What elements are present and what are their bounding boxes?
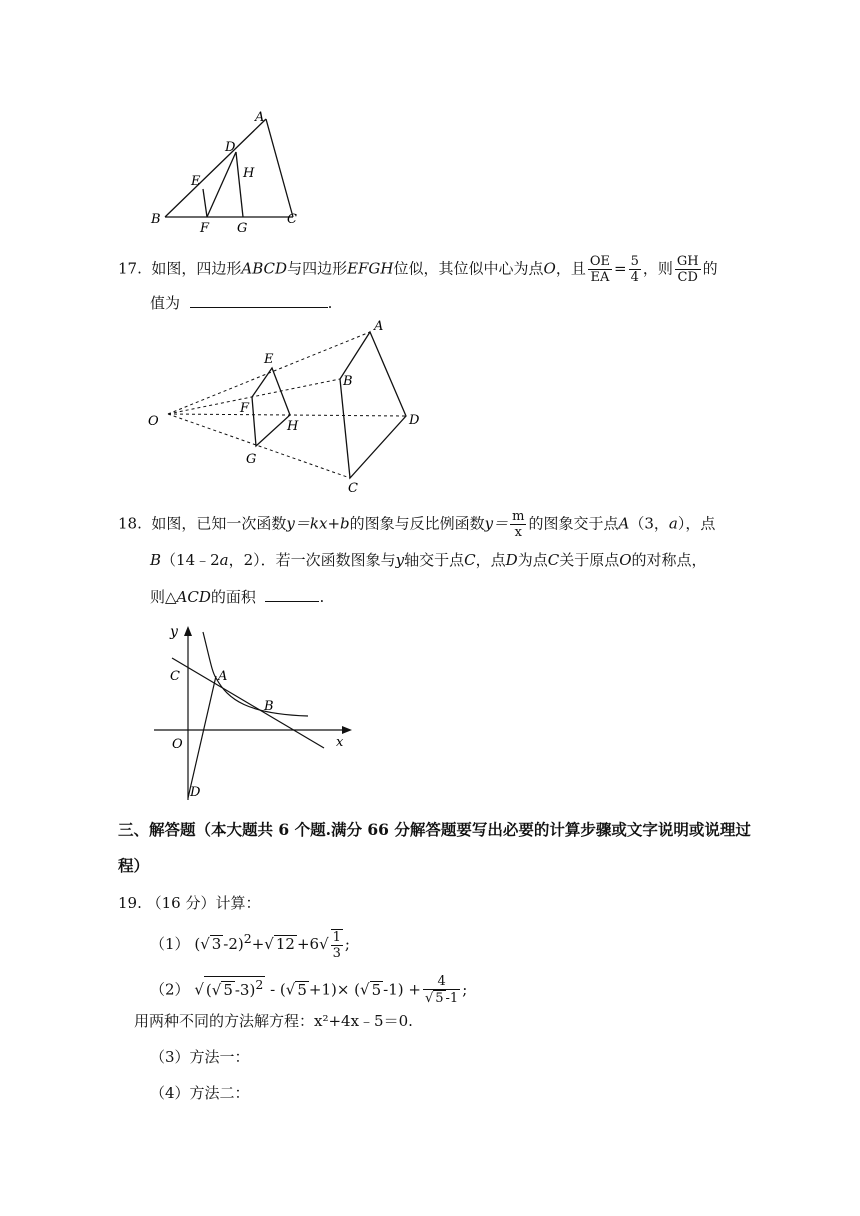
question-18-line-2 — [150, 549, 707, 571]
label-o: O — [172, 737, 183, 752]
q17-text: 值为 — [150, 294, 181, 312]
q18-text: 如图，已知一次函数 — [151, 514, 287, 533]
q18-var: D — [505, 551, 518, 569]
q18-text: ），点 — [677, 514, 716, 533]
q19-head: （16 分）计算： — [146, 894, 261, 912]
q18-var: O — [619, 551, 632, 569]
math-token: -1) + — [383, 980, 421, 999]
radicand: 12 — [275, 935, 295, 953]
q17-var: O — [543, 259, 556, 278]
q17-equals: = — [614, 259, 627, 278]
math-token: ( — [194, 935, 201, 953]
label-e: E — [264, 352, 274, 367]
math-token: -2) — [223, 935, 244, 953]
label-a: A — [255, 110, 265, 125]
label-c: C — [287, 212, 297, 227]
math-token: -3) — [234, 980, 256, 999]
q18-text: ，点 — [475, 551, 506, 569]
label-b: B — [151, 212, 161, 227]
q18-text: ，2）．若一次函数图象与 — [228, 551, 396, 569]
sqrt-symbol: √ — [200, 935, 210, 953]
q17-text: 与四边形 — [287, 259, 348, 278]
label-f: F — [240, 401, 250, 416]
sqrt-symbol: √ — [264, 935, 274, 953]
question-18-line-1 — [118, 509, 715, 540]
answer-blank-17[interactable] — [190, 293, 328, 308]
fraction-1-3: $\frac{1}{3}$ — [332, 930, 341, 961]
label-c: C — [170, 669, 180, 684]
q18-var: C — [464, 551, 476, 569]
question-17-line-2 — [150, 292, 332, 314]
question-19-header — [118, 892, 261, 914]
label-g: G — [246, 452, 257, 467]
radicand: 5 — [371, 980, 382, 999]
label-e: E — [191, 174, 201, 189]
sqrt-symbol: √ — [319, 935, 329, 953]
label-c: C — [348, 481, 358, 496]
label-g: G — [237, 221, 248, 235]
question-17-line-1 — [118, 254, 718, 285]
figure-homothety — [140, 318, 430, 498]
exponent: 2 — [255, 976, 264, 992]
q17-end: . — [327, 294, 333, 312]
fraction-m-x: $\frac{m}{x}$ — [512, 509, 525, 540]
label-a: A — [218, 669, 228, 684]
q17-text: 的 — [702, 259, 718, 278]
label-o: O — [148, 414, 159, 429]
q18-text: （3， — [629, 514, 669, 533]
q18-var: a — [668, 514, 678, 533]
q18-var: A — [618, 514, 630, 533]
q18-var: y — [395, 551, 405, 569]
label-h: H — [287, 419, 299, 434]
q19-part-3: （3）方法一： — [150, 1048, 250, 1066]
q18-text: 关于原点 — [559, 551, 620, 569]
fraction-gh-cd: $\frac{GH}{CD}$ — [676, 254, 699, 285]
label-f: F — [200, 221, 210, 235]
sqrt-symbol: √ — [211, 980, 222, 999]
q17-text: ，且 — [555, 259, 586, 278]
fraction-oe-ea: $\frac{OE}{EA}$ — [589, 254, 610, 285]
section-3-heading-line-2: 程） — [118, 856, 150, 875]
sqrt-symbol: √ — [285, 980, 296, 999]
math-token: ( — [205, 980, 212, 999]
radicand: 3 — [211, 935, 222, 953]
part-label: （2） — [150, 980, 190, 999]
q18-end: . — [319, 588, 325, 606]
label-d: D — [409, 413, 420, 428]
radicand: 5 — [297, 980, 307, 999]
radicand: 5 — [223, 980, 233, 999]
q17-var: ABCD — [241, 259, 288, 278]
x-axis-arrow — [342, 726, 352, 734]
label-d: D — [225, 140, 236, 155]
q18-var: C — [547, 551, 560, 569]
q18-equation: y＝kx+b — [286, 514, 350, 533]
q18-text: 的面积 — [210, 588, 256, 606]
sqrt-symbol: √ — [360, 980, 370, 999]
q18-var: a — [219, 551, 229, 569]
q17-number: 17. — [118, 259, 142, 278]
q17-text: 位似，其位似中心为点 — [393, 259, 544, 278]
label-x: x — [336, 735, 344, 750]
q18-text: 的对称点， — [631, 551, 707, 569]
label-h: H — [243, 166, 255, 181]
q18-text: 的图象交于点 — [528, 514, 619, 533]
math-token: - ( — [270, 980, 286, 999]
q18-text: 轴交于点 — [404, 551, 465, 569]
q19-part-2 — [150, 974, 467, 1007]
q19-part-1 — [150, 928, 350, 961]
label-b: B — [343, 374, 353, 389]
sqrt-symbol: √ — [194, 980, 204, 999]
question-18-line-3 — [150, 586, 324, 608]
q18-var: y＝ — [484, 514, 509, 533]
q18-var: ACD — [176, 588, 211, 606]
q18-var: B — [150, 551, 162, 569]
sqrt-symbol: √ — [424, 991, 434, 1006]
label-a: A — [374, 319, 384, 334]
figure-triangle-abc — [145, 105, 315, 235]
y-axis-arrow — [184, 626, 192, 636]
label-y: y — [170, 624, 178, 640]
math-token: ; — [344, 935, 350, 953]
exponent: 2 — [243, 931, 252, 946]
figure-function-graph — [148, 620, 358, 805]
math-token: +1)× ( — [308, 980, 361, 999]
q17-var: EFGH — [347, 259, 394, 278]
radicand: 5 — [435, 991, 444, 1006]
q17-text: ，则 — [642, 259, 673, 278]
q17-text: 如图，四边形 — [151, 259, 242, 278]
q19-number: 19. — [118, 894, 142, 912]
label-d: D — [190, 785, 201, 800]
part-label: （1） — [150, 935, 190, 953]
outer-radicand — [204, 976, 265, 998]
q18-text: 的图象与反比例函数 — [349, 514, 485, 533]
answer-blank-18[interactable] — [265, 587, 319, 602]
math-token: -1 — [445, 991, 459, 1006]
label-b: B — [264, 699, 274, 714]
q18-text: 为点 — [517, 551, 548, 569]
section-3-heading-line-1: 三、解答题（本大题共 6 个题.满分 66 分解答题要写出必要的计算步骤或文字说明或说理过 — [118, 820, 751, 839]
q18-text: （14﹣2 — [161, 551, 220, 569]
fraction-4-over-sqrt5-minus-1: $\frac{4}{√ 5 -1}$ — [424, 974, 459, 1006]
fraction-5-4: $\frac{5}{4}$ — [630, 254, 639, 285]
q19-part-4: （4）方法二： — [150, 1084, 250, 1102]
q18-number: 18. — [118, 514, 142, 533]
math-token: + — [251, 935, 265, 953]
math-token: +6 — [296, 935, 320, 953]
math-token: ; — [462, 980, 468, 999]
q19-method-line: 用两种不同的方法解方程：x²+4x﹣5＝0. — [134, 1012, 413, 1030]
q18-text: 则△ — [150, 588, 177, 606]
